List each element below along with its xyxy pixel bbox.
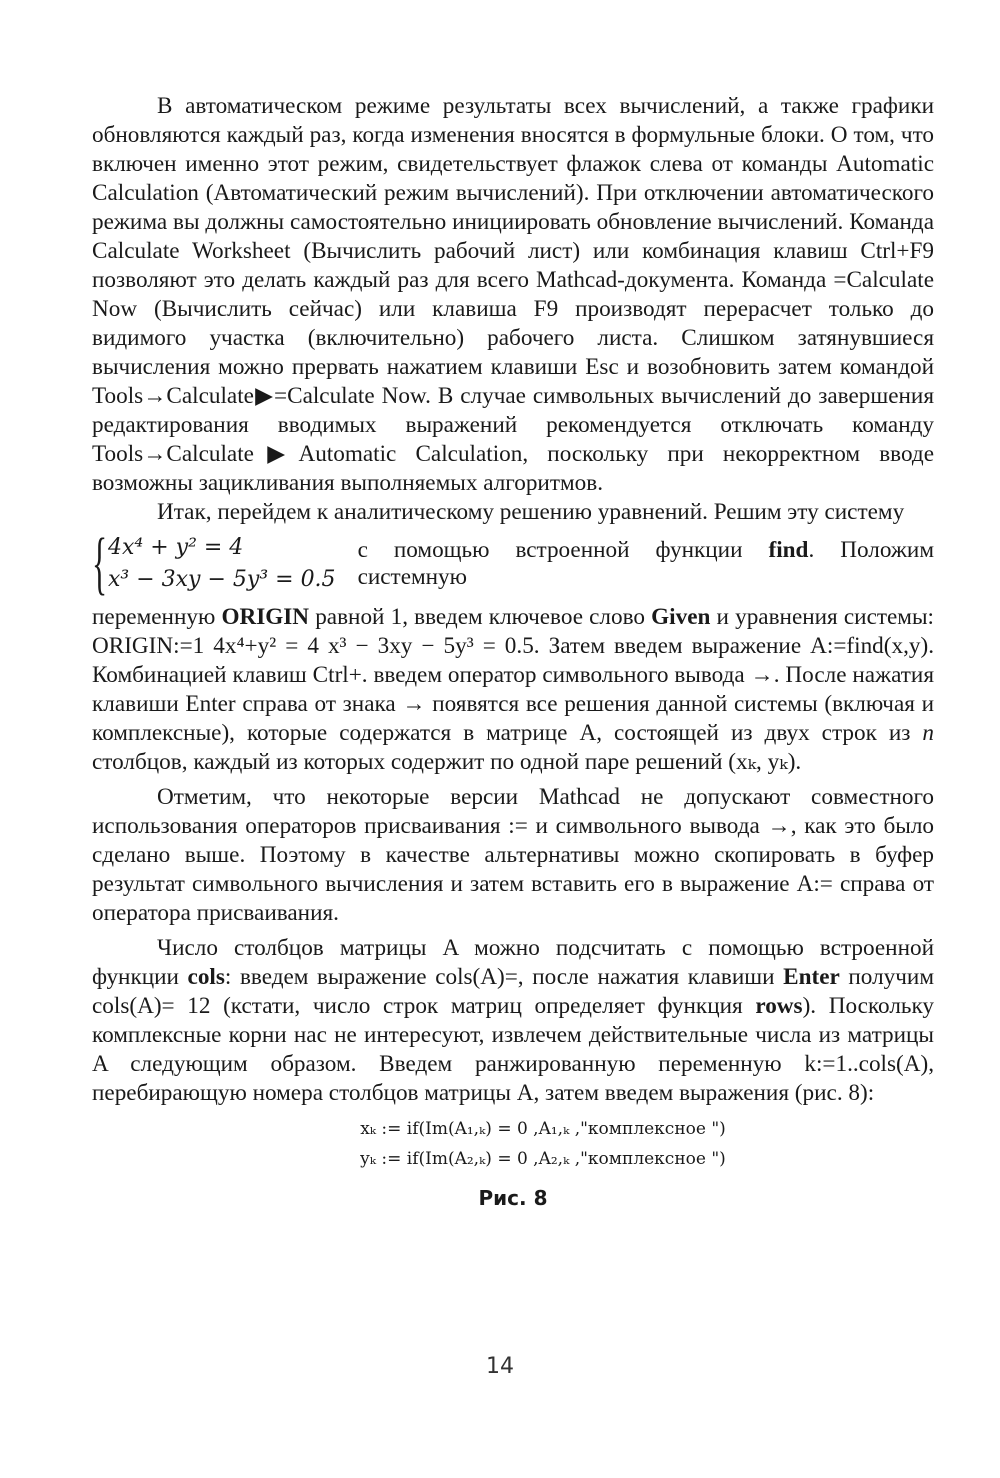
- page-content: [92, 92, 934, 1210]
- system-side-text: с помощью встроенной функции find. Положим системную: [357, 537, 934, 590]
- page-number: 14: [486, 1354, 514, 1379]
- figure-caption: Рис. 8: [478, 1186, 548, 1210]
- paragraph-2: переменную ORIGIN равной 1, введем ключевое слово Given и уравнения системы: ORIGIN:=1 4x⁴+y² = 4 x³ − 3xy − 5y³ = 0.5. Затем введем выражение A:=find(x,y). Комбинацией клавиш Ctrl+. введем оператор символьного вывода →. После нажатия клавиши Enter справа от знака → появятся все решения данной системы (включая и комплексные), которые содержатся в матрице A, состоящей из двух строк из n столбцов, каждый из которых содержит по одной паре решений (xₖ, yₖ).: [92, 604, 934, 775]
- system-eq-1: 4x⁴ + y² = 4: [108, 535, 244, 560]
- system-eq-2: x³ − 3xy − 5y³ = 0.5: [108, 567, 336, 592]
- equation-system: [92, 525, 934, 602]
- paragraph-1: В автоматическом режиме результаты всех вычислений, а также графики обновляются каждый раз, когда изменения вносятся в формульные блоки. О том, что включен именно этот режим, свидетельствует флажок слева от команды Automatic Calculation (Автоматический режим вычислений). При отключении автоматического режима вы должны самостоятельно инициировать обновление вычислений. Команда Calculate Worksheet (Вычислить рабочий лист) или комбинация клавиш Ctrl+F9 позволяют это делать каждый раз для всего Mathcad-документа. Команда =Calculate Now (Вычислить сейчас) или клавиша F9 производят перерасчет только до видимого участка (включительно) рабочего листа. Слишком затянувшиеся вычисления можно прервать нажатием клавиши Esc и возобновить затем командой Tools→Calculate▶=Calculate Now. В случае символьных вычислений до завершения редактирования вводимых выражений рекомендуется отключать команду Tools→Calculate▶Automatic Calculation, поскольку при некорректном вводе возможны зацикливания выполняемых алгоритмов.: [92, 93, 934, 496]
- formula-block: [92, 1114, 934, 1174]
- brace-icon: {: [92, 525, 108, 602]
- formula-x: xₖ := if(Im(A₁,ₖ) = 0 ,A₁,ₖ ,"комплексное "): [360, 1119, 726, 1139]
- paragraph-4: Число столбцов матрицы A можно подсчитать с помощью встроенной функции cols: введем выражение cols(A)=, после нажатия клавиши Enter получим cols(A)= 12 (кстати, число строк матриц определяет функция rows). Поскольку комплексные корни нас не интересуют, извлечем действительные числа из матрицы A следующим образом. Введем ранжированную переменную k:=1..cols(A), перебирающую номера столбцов матрицы A, затем введем выражения (рис. 8):: [92, 935, 935, 1106]
- paragraph-2-intro: Итак, перейдем к аналитическому решению уравнений. Решим эту систему: [157, 499, 905, 525]
- formula-y: yₖ := if(Im(A₂,ₖ) = 0 ,A₂,ₖ ,"комплексное "): [360, 1149, 726, 1169]
- system-equations: [108, 532, 336, 596]
- paragraph-3: Отметим, что некоторые версии Mathcad не допускают совместного использования операторов присваивания := и символьного вывода →, как это было сделано выше. Поэтому в качестве альтернативы можно скопировать в буфер результат символьного вычисления и затем вставить его в выражение A:= справа от оператора присваивания.: [92, 784, 934, 926]
